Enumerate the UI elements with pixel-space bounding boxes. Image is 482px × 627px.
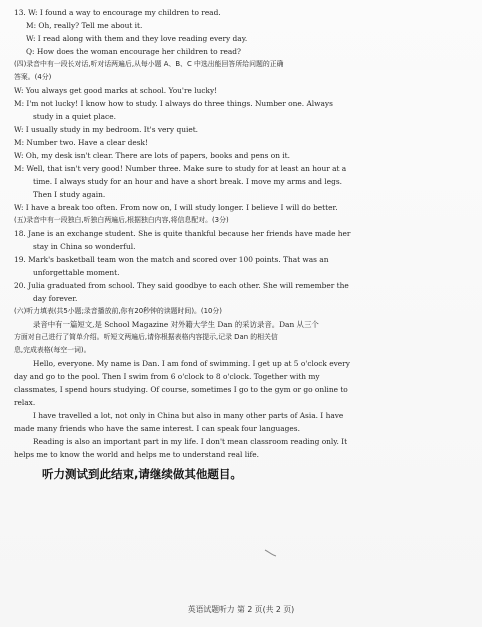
text-line: W: I have a break too often. From now on, I will study longer. I believe I will do better.: [14, 203, 338, 212]
text-line: Reading is also an important part in my life. I don't mean classroom reading only. It: [33, 437, 348, 446]
text-line: W: I usually study in my bedroom. It's very quiet.: [14, 125, 199, 134]
text-line: 20. Julia graduated from school. They said goodbye to each other. She will remember the: [14, 281, 349, 290]
text-line: relax.: [14, 398, 36, 407]
text-line: 13. W: I found a way to encourage my children to read.: [14, 8, 221, 17]
text-line: W: You always get good marks at school. You're lucky!: [14, 86, 218, 95]
text-line: M: Oh, really? Tell me about it.: [26, 21, 143, 30]
text-line: 答案。(4分): [14, 73, 52, 81]
text-line: stay in China so wonderful.: [33, 242, 136, 251]
text-line: 19. Mark's basketball team won the match and scored over 100 points. That was an: [14, 255, 329, 264]
text-line: (四)录音中有一段长对话,听对话两遍后,从每小题 A、B、C 中选出能回答所给问题的正确: [14, 60, 284, 68]
text-line: M: I'm not lucky! I know how to study. I always do three things. Number one. Always: [14, 99, 333, 108]
text-line: study in a quiet place.: [33, 112, 116, 121]
pen-mark: [263, 547, 285, 559]
text-line: 息,完成表格(每空一词)。: [14, 346, 91, 354]
text-line: (六)听力填表(共5小题;录音播放前,你有20秒钟的读题时间)。(10分): [14, 307, 222, 315]
text-line: day forever.: [33, 294, 78, 303]
text-line: Then I study again.: [33, 190, 106, 199]
text-line: classmates, I spend hours studying. Of course, sometimes I go to the gym or go online to: [14, 385, 348, 394]
text-line: made many friends who have the same interest. I can speak four languages.: [14, 424, 300, 433]
text-line: Q: How does the woman encourage her children to read?: [26, 47, 241, 56]
text-line: unforgettable moment.: [33, 268, 120, 277]
text-line: day and go to the pool. Then I swim from 6 o'clock to 8 o'clock. Together with my: [14, 372, 320, 381]
text-line: time. I always study for an hour and have a short break. I move my arms and legs.: [33, 177, 342, 186]
closing-note: 听力测试到此结束,请继续做其他题目。: [42, 467, 242, 481]
text-line: W: Oh, my desk isn't clear. There are lots of papers, books and pens on it.: [14, 151, 290, 160]
page-footer: 英语试题听力 第 2 页(共 2 页): [187, 605, 295, 614]
text-line: (五)录音中有一段独白,听独白两遍后,根据独白内容,将信息配对。(3分): [14, 216, 229, 224]
text-line: M: Number two. Have a clear desk!: [14, 138, 148, 147]
text-line: I have travelled a lot, not only in China but also in many other parts of Asia. I have: [33, 411, 344, 420]
transcript-body: [14, 6, 470, 483]
text-line: Hello, everyone. My name is Dan. I am fond of swimming. I get up at 5 o'clock every: [33, 359, 350, 368]
text-line: 方面对自己进行了简单介绍。听短文两遍后,请你根据表格内容提示,记录 Dan 的相关信: [14, 333, 278, 341]
text-line: 录音中有一篇短文,是 School Magazine 对外籍大学生 Dan 的采访录音。Dan 从三个: [33, 320, 319, 329]
text-line: M: Well, that isn't very good! Number three. Make sure to study for at least an hour at a: [14, 164, 347, 173]
text-line: W: I read along with them and they love reading every day.: [26, 34, 248, 43]
text-line: helps me to know the world and helps me to understand real life.: [14, 450, 259, 459]
text-line: 18. Jane is an exchange student. She is quite thankful because her friends have made her: [14, 229, 351, 238]
